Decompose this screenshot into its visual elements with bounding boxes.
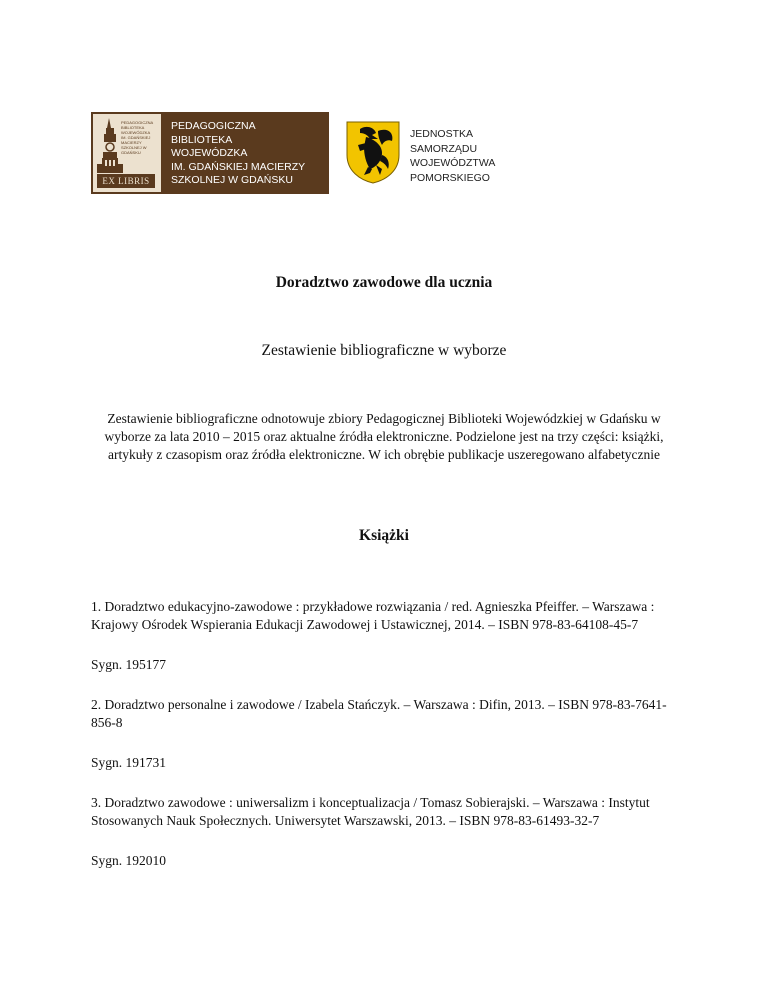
ex-libris-label: EX LIBRIS xyxy=(97,174,155,188)
section-heading-books: Książki xyxy=(359,527,409,544)
emblem-microtext: PEDAGOGICZNA BIBLIOTEKA WOJEWÓDZKA IM. GDAŃSKIEJ MACIERZY SZKOLNEJ W GDAŃSKU xyxy=(121,120,154,155)
list-item xyxy=(91,598,681,674)
entry-citation: 1. Doradztwo edukacyjno-zawodowe : przykładowe rozwiązania / red. Agnieszka Pfeiffer. – Warszawa : Krajowy Ośrodek Wspierania Edukacji Zawodowej i Ustawicznej, 2014. – ISBN 978-83-64108-45-7 xyxy=(91,599,655,632)
region-name-line: SAMORZĄDU xyxy=(410,142,478,155)
document-title: Doradztwo zawodowe dla ucznia xyxy=(275,274,493,291)
griffin-coat-of-arms-icon xyxy=(344,119,402,185)
library-name-line: WOJEWÓDZKA xyxy=(171,147,248,159)
document-subtitle: Zestawienie bibliograficzne w wyborze xyxy=(261,342,507,359)
intro-paragraph: Zestawienie bibliograficzne odnotowuje zbiory Pedagogicznej Biblioteki Wojewódzkiej w Gdańsku w wyborze za lata 2010 – 2015 oraz aktualne źródła elektroniczne. Podzielone jest na trzy części: książki, artykuły z czasopism oraz źródła elektroniczne. W ich obrębie publikacje uszeregowano alfabetycznie xyxy=(104,411,664,462)
library-name-line: BIBLIOTEKA xyxy=(171,133,233,146)
entry-call-number: Sygn. 191731 xyxy=(91,755,167,770)
ex-libris-emblem xyxy=(93,114,161,192)
library-name-line: SZKOLNEJ W GDAŃSKU xyxy=(171,174,293,186)
region-name-line: WOJEWÓDZTWA xyxy=(410,157,496,169)
library-logo xyxy=(91,112,329,194)
entry-citation: 3. Doradztwo zawodowe : uniwersalizm i konceptualizacja / Tomasz Sobierajski. – Warszawa : Instytut Stosowanych Nauk Społecznych. Uniwersytet Warszawski, 2013. – ISBN 978-83-61493-32-7 xyxy=(91,795,650,828)
library-name-line: IM. GDAŃSKIEJ MACIERZY xyxy=(171,160,306,173)
library-name-line: PEDAGOGICZNA xyxy=(171,120,256,132)
bibliography-list xyxy=(91,598,681,892)
region-name xyxy=(410,127,495,185)
entry-citation: 2. Doradztwo personalne i zawodowe / Izabela Stańczyk. – Warszawa : Difin, 2013. – ISBN 978-83-7641-856-8 xyxy=(91,697,667,730)
region-name-line: JEDNOSTKA xyxy=(410,128,474,140)
library-name xyxy=(163,112,329,194)
entry-call-number: Sygn. 192010 xyxy=(91,853,167,868)
list-item xyxy=(91,696,681,772)
region-logo xyxy=(344,119,514,187)
entry-call-number: Sygn. 195177 xyxy=(91,657,167,672)
list-item xyxy=(91,794,681,870)
region-name-line: POMORSKIEGO xyxy=(410,171,490,184)
